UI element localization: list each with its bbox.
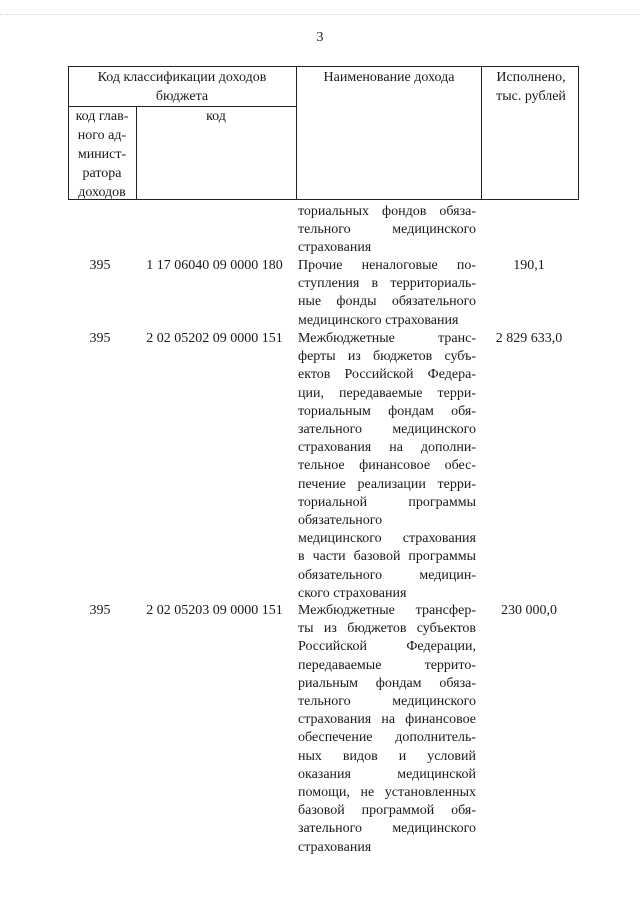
description-line: ториальной программы — [298, 494, 476, 510]
description-line: ектов Российской Федера- — [298, 367, 476, 383]
description-line: медицинского страхования — [298, 531, 476, 547]
description-line: Российской Федерации, — [298, 639, 476, 655]
header-bottom-border — [68, 199, 579, 200]
description-line: помощи, не установленных — [298, 785, 476, 801]
description-line: ферты из бюджетов субъ- — [298, 349, 476, 365]
row-3-code: 2 02 05203 09 0000 151 — [146, 603, 283, 618]
description-line: ции, передаваемые терри- — [298, 385, 476, 401]
description-line: обязательного медицин- — [298, 567, 476, 583]
description-line: обеспечение дополнитель- — [298, 730, 476, 746]
description-line: печение реализации терри- — [298, 476, 476, 492]
row-3-amount: 230 000,0 — [501, 603, 557, 618]
header-left-border — [68, 66, 69, 200]
header-income-name: Наименование дохода — [323, 70, 455, 85]
header-top-border — [68, 66, 579, 67]
description-line: Межбюджетные транс- — [298, 331, 476, 346]
description-line: передаваемые террито- — [298, 657, 476, 673]
row-3-admin-code: 395 — [89, 603, 111, 618]
description-line: тельного медицинского — [298, 222, 476, 238]
description-line: обязательного — [298, 513, 383, 529]
description-line: в части базовой программы — [298, 549, 476, 565]
description-line: оказания медицинской — [298, 766, 476, 782]
description-line: Прочие неналоговые по- — [298, 258, 476, 273]
row-0-description — [298, 203, 476, 258]
description-line: страхования на дополни- — [298, 440, 476, 456]
header-executed: Исполнено, тыс. рублей — [496, 70, 566, 104]
scan-artifact-line — [0, 14, 640, 16]
header-subcol-divider — [136, 106, 137, 200]
row-1-amount: 190,1 — [513, 258, 545, 273]
description-line: ные фонды обязательного — [298, 294, 476, 310]
description-line: ского страхования — [298, 585, 407, 601]
description-line: страхования — [298, 839, 372, 855]
description-line: страхования на финансовое — [298, 712, 476, 728]
header-classification-group: Код классификации доходов бюджета — [97, 70, 267, 104]
description-line: ты из бюджетов субъектов — [298, 621, 476, 637]
description-line: ных видов и условий — [298, 748, 476, 764]
description-line: медицинского страхования — [298, 312, 459, 328]
row-1-admin-code: 395 — [89, 258, 111, 273]
row-2-admin-code: 395 — [89, 331, 111, 346]
page-number: 3 — [316, 30, 324, 45]
description-line: зательного медицинского — [298, 422, 476, 438]
row-2-code: 2 02 05202 09 0000 151 — [146, 331, 283, 346]
row-2-description — [298, 330, 476, 603]
description-line: ториальным фондам обя- — [298, 403, 476, 419]
description-line: Межбюджетные трансфер- — [298, 603, 476, 618]
description-line: ториальных фондов обяза- — [298, 204, 476, 219]
row-3-description — [298, 602, 476, 857]
row-1-code: 1 17 06040 09 0000 180 — [146, 258, 283, 273]
description-line: тельное финансовое обес- — [298, 458, 476, 474]
row-1-description — [298, 257, 476, 330]
header-code: код — [206, 109, 226, 124]
description-line: страхования — [298, 240, 372, 256]
row-2-amount: 2 829 633,0 — [495, 331, 563, 346]
description-line: тельного медицинского — [298, 694, 476, 710]
table-header — [68, 66, 579, 200]
header-admin-code: код глав-ного ад-минист-ратора доходов — [75, 109, 129, 200]
header-right-border — [578, 66, 579, 200]
header-col-divider-2 — [481, 66, 482, 200]
description-line: риальным фондам обяза- — [298, 675, 476, 691]
description-line: ступления в территориаль- — [298, 276, 476, 292]
description-line: зательного медицинского — [298, 821, 476, 837]
description-line: базовой программой обя- — [298, 803, 476, 819]
header-col-divider-1 — [296, 66, 297, 200]
